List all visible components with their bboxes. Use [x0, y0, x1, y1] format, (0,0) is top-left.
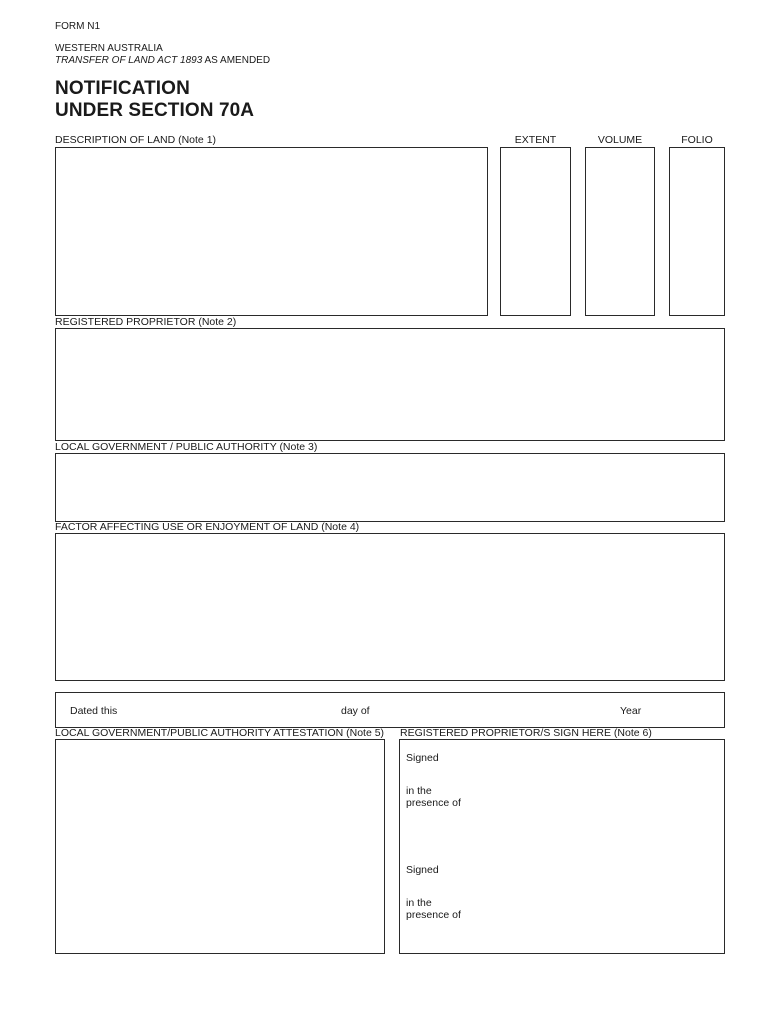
folio-label: FOLIO	[681, 134, 713, 146]
page-title-line-2: UNDER SECTION 70A	[55, 100, 255, 121]
presence-of-label-2: presence of	[406, 909, 461, 921]
state-name: WESTERN AUSTRALIA	[55, 43, 163, 54]
year-label: Year	[620, 705, 642, 717]
local-government-label: LOCAL GOVERNMENT / PUBLIC AUTHORITY (Note 3)	[55, 441, 318, 453]
registered-proprietor-field[interactable]	[55, 328, 725, 441]
dated-row[interactable]	[55, 692, 725, 728]
factor-affecting-use-label: FACTOR AFFECTING USE OR ENJOYMENT OF LAND (Note 4)	[55, 521, 360, 533]
signature-block[interactable]	[399, 739, 725, 954]
signed-label-1: Signed	[406, 752, 439, 764]
extent-label: EXTENT	[514, 134, 557, 146]
act-name: TRANSFER OF LAND ACT 1893	[55, 55, 203, 66]
attestation-label: LOCAL GOVERNMENT/PUBLIC AUTHORITY ATTESTATION (Note 5)	[55, 727, 385, 739]
registered-proprietor-label: REGISTERED PROPRIETOR (Note 2)	[55, 316, 237, 328]
attestation-field[interactable]	[55, 739, 385, 954]
extent-field[interactable]	[500, 147, 571, 316]
description-of-land-label: DESCRIPTION OF LAND (Note 1)	[55, 134, 217, 146]
folio-field[interactable]	[669, 147, 725, 316]
page-title-line-1: NOTIFICATION	[55, 78, 190, 99]
act-reference	[55, 55, 270, 67]
volume-field[interactable]	[585, 147, 655, 316]
proprietor-sign-label: REGISTERED PROPRIETOR/S SIGN HERE (Note 6)	[400, 727, 652, 739]
act-suffix: AS AMENDED	[202, 55, 271, 66]
presence-of-label-1: presence of	[406, 797, 461, 809]
signed-label-2: Signed	[406, 864, 439, 876]
form-number: FORM N1	[55, 21, 100, 32]
dated-this-label: Dated this	[70, 705, 118, 717]
volume-label: VOLUME	[597, 134, 643, 146]
in-the-label-2: in the	[406, 897, 432, 909]
local-government-field[interactable]	[55, 453, 725, 522]
description-of-land-field[interactable]	[55, 147, 488, 316]
in-the-label-1: in the	[406, 785, 432, 797]
factor-affecting-use-field[interactable]	[55, 533, 725, 681]
day-of-label: day of	[341, 705, 370, 717]
